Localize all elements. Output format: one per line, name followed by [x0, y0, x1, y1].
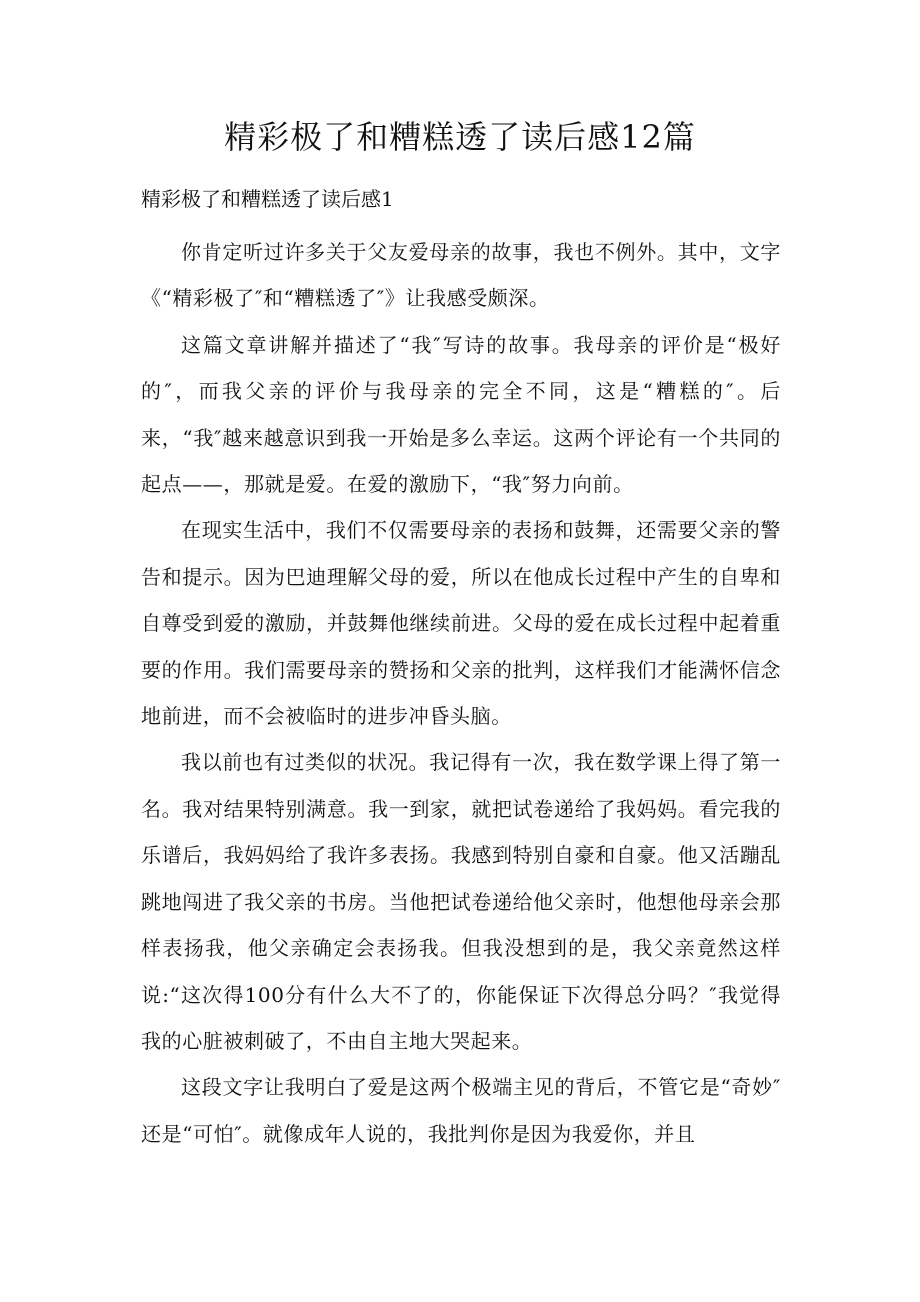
paragraph: 你肯定听过许多关于父友爱母亲的故事，我也不例外。其中，文字《“精彩极了″和“糟糕透了″》让我感受颇深。 [141, 240, 781, 311]
paragraph: 我以前也有过类似的状况。我记得有一次，我在数学课上得了第一名。我对结果特别满意。我一到家，就把试卷递给了我妈妈。看完我的乐谱后，我妈妈给了我许多表扬。我感到特别自豪和自豪。他又活蹦乱跳地闯进了我父亲的书房。当他把试卷递给他父亲时，他想他母亲会那样表扬我，他父亲确定会表扬我。但我没想到的是，我父亲竟然这样说:“这次得100分有什么大不了的，你能保证下次得总分吗？″我觉得我的心脏被刺破了，不由自主地大哭起来。 [141, 750, 781, 1053]
paragraph: 这篇文章讲解并描述了“我″写诗的故事。我母亲的评价是“极好的″，而我父亲的评价与我母亲的完全不同，这是“糟糕的″。后来，“我″越来越意识到我一开始是多么幸运。这两个评论有一个共同的起点——，那就是爱。在爱的激励下，“我″努力向前。 [141, 332, 781, 497]
paragraph: 这段文字让我明白了爱是这两个极端主见的背后，不管它是“奇妙″还是“可怕″。就像成年人说的，我批判你是因为我爱你，并且 [141, 1075, 781, 1146]
paragraph: 在现实生活中，我们不仅需要母亲的表扬和鼓舞，还需要父亲的警告和提示。因为巴迪理解父母的爱，所以在他成长过程中产生的自卑和自尊受到爱的激励，并鼓舞他继续前进。父母的爱在成长过程中起着重要的作用。我们需要母亲的赞扬和父亲的批判，这样我们才能满怀信念地前进，而不会被临时的进步冲昏头脑。 [141, 518, 781, 729]
document-title: 精彩极了和糟糕透了读后感12篇 [224, 118, 696, 156]
document-body [141, 229, 781, 1157]
section-heading: 精彩极了和糟糕透了读后感1 [141, 187, 394, 211]
